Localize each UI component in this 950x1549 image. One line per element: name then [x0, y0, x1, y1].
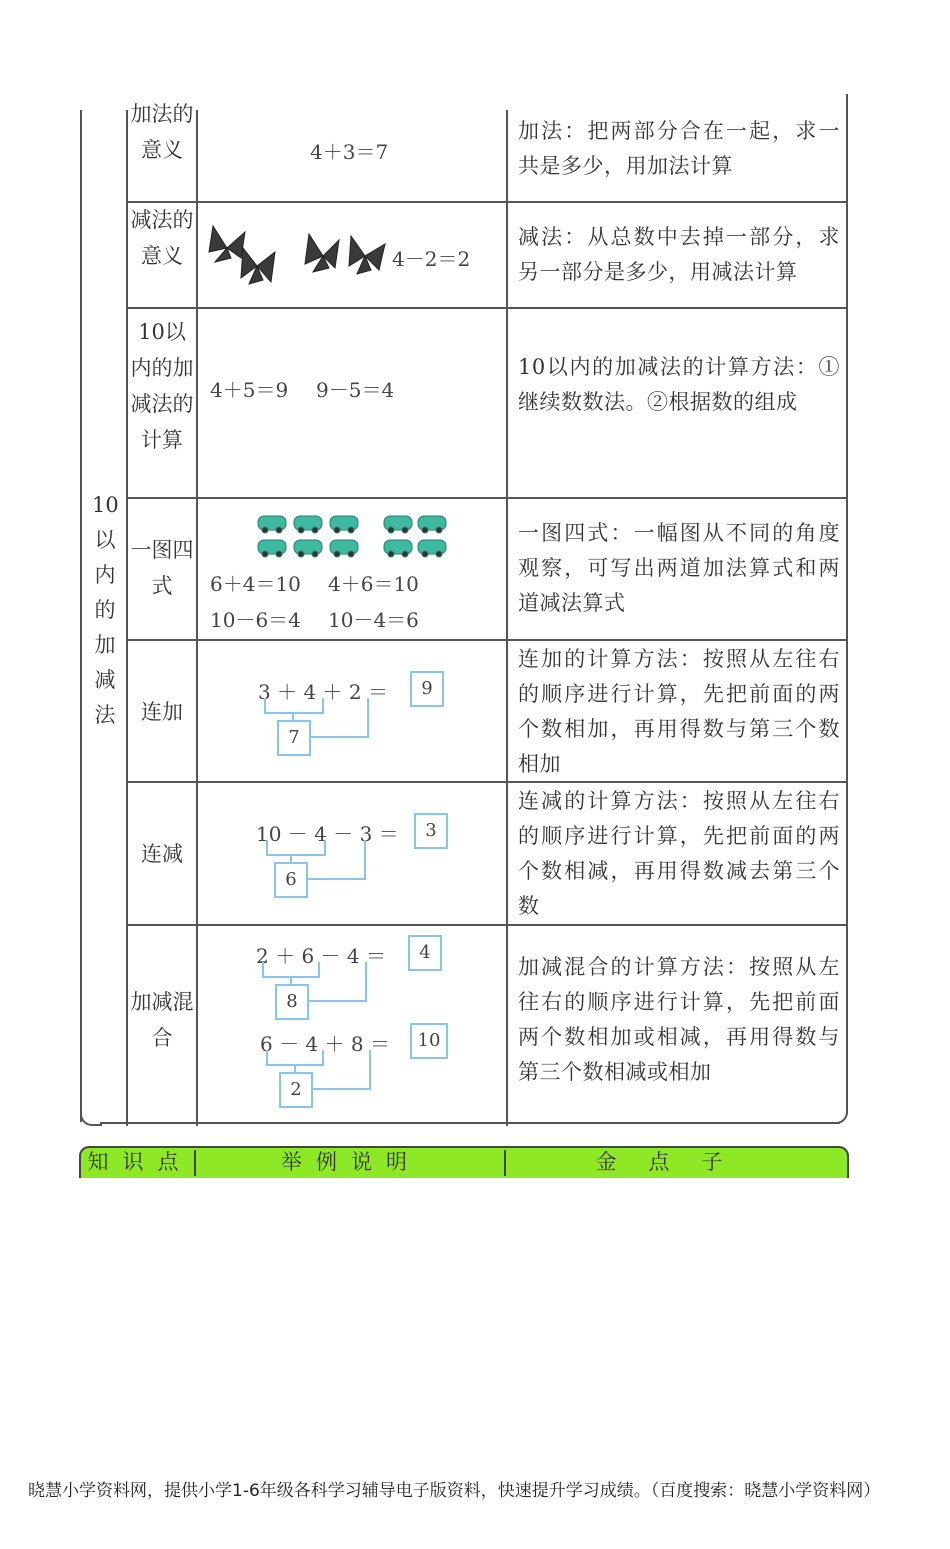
example-equation: 2 ＋ 6 － 4 ＝: [256, 944, 386, 968]
intermediate-box: 8: [275, 984, 309, 1020]
chapter-title: 10以内的加减法: [92, 493, 119, 727]
row-separator: [126, 924, 848, 926]
car-icon: [258, 516, 286, 533]
example-equation: 4＋5＝9: [210, 378, 289, 402]
topic-calc-within-10: 10以内的加减法的计算: [130, 320, 194, 452]
butterfly-icon: [349, 236, 385, 274]
example-equation: 10 － 4 － 3 ＝: [256, 822, 399, 846]
topic-consecutive-addition: 连加: [141, 700, 183, 724]
intermediate-box: 7: [277, 720, 311, 756]
bottom-border: [100, 1122, 840, 1124]
tip-consecutive-addition: 连加的计算方法：按照从左往右的顺序进行计算，先把前面的两个数相加，再用得数与第三个数相加: [518, 647, 840, 776]
outer-right-border: [846, 94, 848, 1114]
car-icon: [258, 540, 286, 557]
car-icon: [294, 540, 322, 557]
car-icon: [330, 516, 358, 533]
example-equation: 4＋3＝7: [310, 140, 389, 164]
bracket-line: [313, 1050, 371, 1090]
car-icon: [384, 516, 412, 533]
butterfly-icon: [241, 248, 275, 284]
car-icon: [330, 540, 358, 557]
answer-box: 4: [408, 935, 442, 971]
col-divider-2: [196, 110, 198, 1126]
answer-box: 9: [410, 671, 444, 707]
bracket-line: [311, 698, 369, 738]
bracket-line: [309, 962, 367, 1002]
tip-calc-method: 10以内的加减法的计算方法：①继续数数法。②根据数的组成: [518, 355, 840, 414]
bracket-stem: [292, 712, 294, 720]
butterfly-icon: [209, 226, 245, 262]
topic-subtraction-meaning: 减法的意义: [130, 208, 194, 268]
bracket-stem: [290, 976, 292, 984]
topic-mixed-operations: 加减混合: [130, 990, 194, 1050]
car-icon: [418, 516, 446, 533]
answer-box: 3: [414, 813, 448, 849]
example-equation: 10－4＝6: [328, 608, 419, 632]
header-tips: 金点子: [595, 1150, 755, 1174]
example-equation: 10－6＝4: [210, 608, 301, 632]
col-divider-3: [506, 110, 508, 1126]
header-knowledge-point: 知识点: [87, 1150, 193, 1174]
car-icon: [384, 540, 412, 557]
topic-one-picture-four-equations: 一图四式: [130, 538, 194, 598]
answer-box: 10: [410, 1023, 448, 1059]
row-separator: [126, 201, 848, 203]
butterflies-illustration: [205, 218, 395, 290]
car-icon: [294, 516, 322, 533]
example-equation: 4＋6＝10: [328, 572, 419, 596]
row-separator: [126, 497, 848, 499]
tip-one-picture: 一图四式：一幅图从不同的角度观察，可写出两道加法算式和两道减法算式: [518, 521, 840, 615]
tip-addition: 加法：把两部分合在一起，求一共是多少，用加法计算: [518, 119, 840, 178]
butterfly-icon: [305, 234, 339, 272]
outer-left-border: [80, 110, 82, 1122]
bracket-stem: [290, 854, 292, 862]
topic-label: 加法的意义: [130, 102, 194, 162]
car-icon: [418, 540, 446, 557]
bottom-right-corner: [834, 1108, 848, 1124]
tip-consecutive-subtraction: 连减的计算方法：按照从左往右的顺序进行计算，先把前面的两个数相减，再用得数减去第三个数: [518, 789, 840, 918]
footer-note: 晓慧小学资料网，提供小学1-6年级各科学习辅导电子版资料，快速提升学习成绩。（百度搜索：晓慧小学资料网）: [28, 1481, 881, 1501]
tip-subtraction: 减法：从总数中去掉一部分，求另一部分是多少，用减法计算: [518, 225, 840, 284]
intermediate-box: 6: [274, 862, 308, 898]
bottom-left-corner: [80, 1110, 102, 1126]
header-examples: 举例说明: [281, 1150, 421, 1174]
example-equation: 9－5＝4: [316, 378, 395, 402]
example-equation: 6 － 4 ＋ 8 ＝: [260, 1032, 390, 1056]
cars-illustration: [256, 508, 448, 560]
example-equation: 4－2＝2: [392, 247, 471, 271]
intermediate-box: 2: [279, 1072, 313, 1108]
bracket-line: [308, 840, 366, 880]
example-equation: 3 ＋ 4 ＋ 2 ＝: [258, 680, 388, 704]
example-equation: 6＋4＝10: [210, 572, 301, 596]
topic-addition-meaning: [128, 94, 196, 202]
row-separator: [126, 639, 848, 641]
tip-mixed-operations: 加减混合的计算方法：按照从左往右的顺序进行计算，先把前面两个数相加或相减，再用得数与第三个数相减或相加: [518, 955, 840, 1084]
row-separator: [126, 307, 848, 309]
bracket-stem: [294, 1064, 296, 1072]
topic-consecutive-subtraction: 连减: [141, 842, 183, 866]
